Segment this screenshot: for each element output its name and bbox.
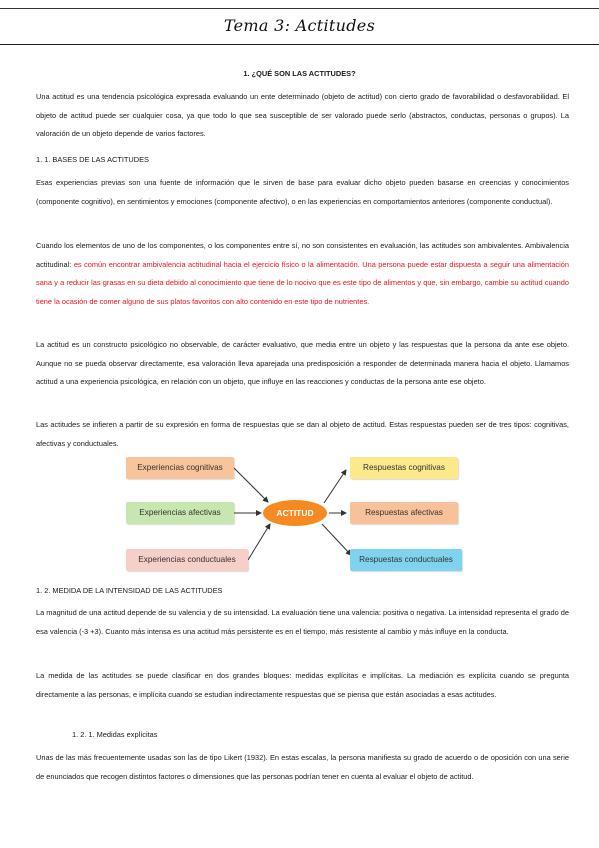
box-experiencias-afectivas: Experiencias afectivas	[126, 502, 234, 524]
inference-paragraph: Las actitudes se infieren a partir de su expresión en forma de respuestas que se dan al objeto de actitud. Estas respuestas pueden ser de tres tipos: cognitivas, afectivas y conductuales.	[36, 420, 569, 448]
measure-paragraph: La medida de las actitudes se puede clasificar en dos grandes bloques: medidas explícitas e implícitas. La mediación es explícita cuando se pregunta directamente a las personas, e implícita cuando se estudian indirectamente respuestas que se piensa que están asociadas a esas actitudes.	[36, 671, 569, 699]
page-title: Tema 3: Actitudes	[223, 16, 376, 35]
construct-paragraph: La actitud es un constructo psicológico no observable, de carácter evaluativo, que media entre un objeto y las respuestas que la persona da ante ese objeto. Aunque no se pueda observar directamente, esa valoración lleva aparejada una predisposición a responder de determinada manera hacia el objeto. Llamamos actitud a una experiencia psicológica, en relación con un objeto, que influye en las reacciones y conductas de la persona ante ese objeto.	[36, 340, 569, 386]
title-rule	[0, 44, 599, 45]
section-1-paragraph: Una actitud es una tendencia psicológica expresada evaluando un ente determinado (objeto de actitud) con cierto grado de favorabilidad o desfavorabilidad. El objeto de actitud puede ser cualquier cosa, ya que todo lo que sea susceptible de ser valorado puede serlo (abstractos, conductas, personas o grupos). La valoración de un objeto depende de varios factores.	[36, 92, 569, 138]
magnitude-paragraph: La magnitud de una actitud depende de su valencia y de su intensidad. La evaluación tiene una valencia: positiva o negativa. La intensidad representa el grado de esa valencia (-3 +3). Cuanto más intensa es una actitud más persistente es en el tiempo, más resistente al cambio y más influye en la conducta.	[36, 608, 569, 636]
ambivalence-example-text: es común encontrar ambivalencia actitudinal hacia el ejercicio físico o la alimentación. Una persona puede estar dispuesta a seguir una alimentación sana y a reducir las grasas en su dieta debido al conocimiento que tiene de lo nocivo que es este tipo de alimentos y que, sin embargo, cambie su actitud cuando tiene la ocasión de comer alguno de sus platos favoritos con alto contenido en este tipo de nutrientes.	[36, 259, 569, 306]
section-1-2-1-heading: 1. 2. 1. Medidas explícitas	[72, 730, 158, 739]
bases-paragraph-1: Esas experiencias previas son una fuente de información que le sirven de base para evaluar dicho objeto pueden basarse en creencias y conocimientos (componente cognitivo), en sentimientos y emociones (componente afectivo), o en las experiencias en comportamientos anteriores (componente conductual).	[36, 178, 569, 206]
box-experiencias-conductuales: Experiencias conductuales	[126, 549, 248, 571]
arrow-behavioral-in	[248, 524, 270, 560]
arrow-behavioral-out	[322, 524, 351, 555]
section-1-2-heading: 1. 2. MEDIDA DE LA INTENSIDAD DE LAS ACTITUDES	[36, 586, 223, 595]
ambivalence-paragraph	[36, 237, 569, 311]
likert-paragraph: Unas de las más frecuentemente usadas son las de tipo Likert (1932). En estas escalas, la persona manifiesta su grado de acuerdo o de oposición con una serie de enunciados que recogen distintos factores o dimensiones que las personas podrían tener en cuenta al evaluar el objeto de actitud.	[36, 753, 569, 781]
box-respuestas-cognitivas: Respuestas cognitivas	[350, 457, 458, 479]
top-rule	[0, 8, 599, 9]
box-experiencias-cognitivas: Experiencias cognitivas	[126, 457, 234, 479]
box-respuestas-afectivas: Respuestas afectivas	[350, 502, 458, 524]
section-1-heading: 1. ¿QUÉ SON LAS ACTITUDES?	[243, 69, 356, 78]
box-respuestas-conductuales: Respuestas conductuales	[350, 549, 462, 571]
ambivalence-text: Cuando los elementos de uno de los componentes, o los componentes entre sí, no son consistentes en evaluación, las actitudes son ambivalentes. Ambivalencia actitudinal:	[36, 241, 569, 269]
attitude-diagram	[118, 450, 588, 580]
arrow-cognitive-out	[324, 470, 346, 503]
actitud-center: ACTITUD	[263, 500, 327, 526]
section-1-1-heading: 1. 1. BASES DE LAS ACTITUDES	[36, 155, 149, 164]
arrow-cognitive-in	[234, 468, 268, 502]
